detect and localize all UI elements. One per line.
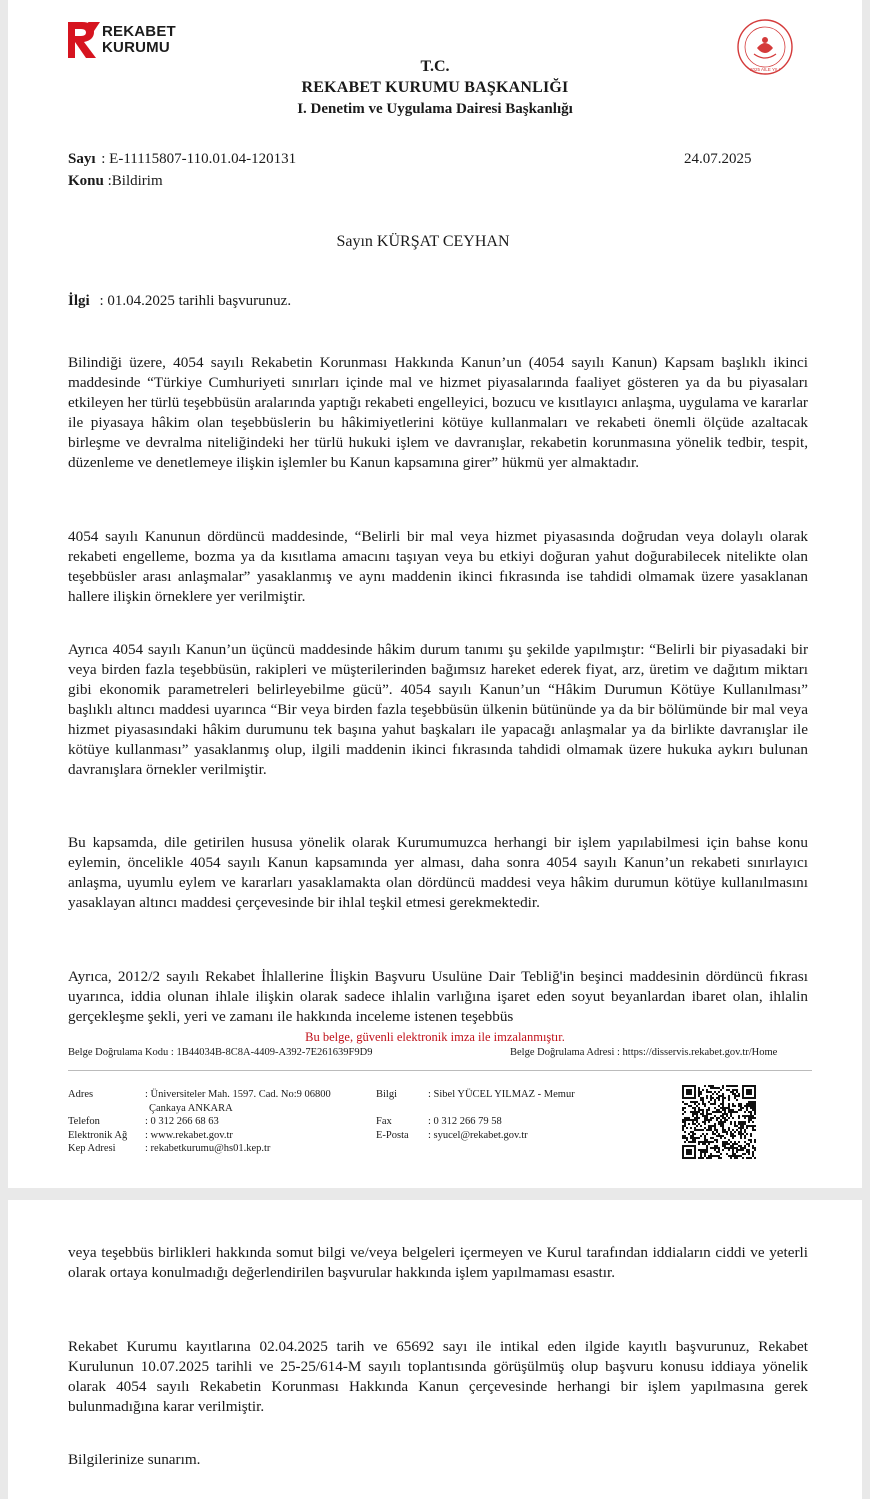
verification-address[interactable]: Belge Doğrulama Adresi : https://disservis.rekabet.gov.tr/Home [510,1047,778,1058]
seal-caption: 2025 AİLE YILI [750,67,780,72]
konu-row [68,173,163,190]
fax-value: : 0 312 266 79 58 [428,1116,502,1127]
konu-label: Konu [68,173,104,189]
adres-label: Adres [68,1089,94,1100]
paragraph-3: Ayrıca 4054 sayılı Kanun’un üçüncü maddesinde hâkim durum tanımı şu şekilde yapılmıştır: “Belirli bir piyasadaki bir veya birden fazla teşebbüsün, rakipleri ve müşterilerinden bağımsız hareket ederek fiyat, arz, üretim ve dağıtım miktarı gibi ekonomik parametreleri belirleyebilme gücü”. 4054 sayılı Kanun’un “Hâkim Durumun Kötüye Kullanılması” başlıklı altıncı maddesi uyarınca “Bir veya birden fazla teşebbüsün ülkenin bütününde ya da bir bölümünde bir mal veya hizmet piyasasındaki hâkim durumunu tek başına yahut başkaları ile yapacağı anlaşmalar ya da birlikte davranışlar ile kötüye kullanması” yasaklanmış olup, ilgili maddenin ikinci fıkrasında tahdidi olmamak üzere hukuka aykırı bulunan davranışlara örnekler verilmiştir. [68,641,808,778]
konu-value: :Bildirim [107,173,163,189]
qr-code-icon [682,1085,756,1159]
sayi-row [68,151,296,168]
kep-label: Kep Adresi [68,1143,116,1154]
ilgi-label: İlgi [68,293,90,309]
ilgi-row [68,293,291,310]
header-department: I. Denetim ve Uygulama Dairesi Başkanlığı [297,101,573,117]
footer-right-values [428,1088,575,1142]
sayi-value: : E-11115807-110.01.04-120131 [101,151,297,167]
paragraph-5: Ayrıca, 2012/2 sayılı Rekabet İhlallerine İlişkin Başvuru Usulüne Dair Tebliğ'in beşinci maddesinin dördüncü fıkrası uyarınca, iddia olunan ihlale ilişkin olarak sadece ihlalin varlığına işaret eden soyut beyanlardan ibaret olan, ihlalin gerçekleşme şekli, yeri ve zamanı ile hakkında inceleme istenen teşebbüs [68,968,808,1025]
adres-value-2: Çankaya ANKARA [149,1102,233,1114]
eag-label: Elektronik Ağ [68,1129,128,1141]
paragraph-2: 4054 sayılı Kanunun dördüncü maddesinde, “Belirli bir mal veya hizmet piyasasında doğrudan veya dolaylı olarak rekabeti engelleme, bozma ya da kısıtlama amacını taşıyan veya bu etkiyi doğuran yahut doğurabilecek nitelikte olan teşebbüsler arası anlaşmalar” yasaklanmış ve aynı maddenin ikinci fıkrasında ise tahdidi olmamak üzere yasaklanan hallere ilişkin örneklere yer verilmiştir. [68,528,808,605]
paragraph-1: Bilindiği üzere, 4054 sayılı Rekabetin Korunması Hakkında Kanun’un (4054 sayılı Kanun) Kapsam başlıklı ikinci maddesinde “Türkiye Cumhuriyeti sınırları içinde mal ve hizmet piyasalarında faaliyet gösteren ya da bu piyasaları etkileyen her türlü teşebbüsün aralarında yaptığı rekabeti engelleyici, bozucu ve kısıtlayıcı anlaşma, uygulama ve kararlar ile piyasaya hâkim olan teşebbüslerin bu hâkimiyetlerini kötüye kullanmaları ve rekabeti önemli ölçüde azaltacak birleşme ve devralma niteliğindeki her türlü hukuki işlem ve davranışlar, rekabetin korunmasına yönelik tedbir, tespit, düzenleme ve denetlemeye ilişkin işlemler bu Kanun kapsamına girer” hükmü yer almaktadır. [68,354,808,471]
bilgi-label: Bilgi [376,1089,398,1100]
paragraph-4: Bu kapsamda, dile getirilen hususa yönelik olarak Kurumumuzca herhangi bir işlem yapılabilmesi için bahse konu eylemin, öncelikle 4054 sayılı Kanun kapsamında yer alması, daha sonra 4054 sayılı Kanun’un rekabeti sınırlayıcı anlaşma, uyumlu eylem ve kararları yasaklamakta olan dördüncü maddesi veya hâkim durumun kötüye kullanılmasını yasaklayan altıncı maddesi çerçevesinde bir ihlal teşkil etmesi gerekmektedir. [68,834,808,911]
telefon-value: : 0 312 266 68 63 [145,1116,219,1127]
footer-right-labels [376,1088,409,1142]
telefon-label: Telefon [68,1116,100,1127]
eag-value[interactable]: : www.rekabet.gov.tr [145,1129,233,1141]
closing-line: Bilgilerinize sunarım. [68,1451,201,1468]
adres-value: : Üniversiteler Mah. 1597. Cad. No:9 06800 [145,1089,331,1100]
footer-left-values [145,1088,331,1156]
paragraph-6: veya teşebbüs birlikleri hakkında somut bilgi ve/veya belgeleri içermeyen ve Kurul tarafından iddiaların ciddi ve yeterli olarak ortaya konulmadığı değerlendirilen başvurular hakkında işlem yapılmaması esastır. [68,1244,808,1281]
document-page-1 [8,0,862,1188]
fax-label: Fax [376,1116,392,1127]
paragraph-7: Rekabet Kurumu kayıtlarına 02.04.2025 tarih ve 65692 sayı ile intikal eden ilgide kayıtlı başvurunuz, Rekabet Kurulunun 10.07.2025 tarihli ve 25-25/614-M sayılı toplantısında görüşülmüş olup başvuru konusu iddiaya yönelik olarak 4054 sayılı Rekabetin Korunması Hakkında Kanun çerçevesinde herhangi bir işlem yapılmasına gerek bulunmadığına karar verilmiştir. [68,1338,808,1415]
document-page-2 [8,1200,862,1499]
footer-left-labels [68,1088,127,1156]
document-date: 24.07.2025 [684,151,752,167]
header-institution: REKABET KURUMU BAŞKANLIĞI [301,79,569,96]
eposta-label: E-Posta [376,1129,409,1141]
eposta-value[interactable]: : syucel@rekabet.gov.tr [428,1129,528,1141]
logo-line-1: REKABET [102,23,176,40]
rk-logo-icon [66,20,102,60]
salutation: Sayın KÜRŞAT CEYHAN [336,233,510,250]
bilgi-value: : Sibel YÜCEL YILMAZ - Memur [428,1089,575,1100]
footer-divider [68,1070,812,1071]
sayi-label: Sayı [68,151,96,167]
header-tc: T.C. [420,58,450,75]
kep-value: : rekabetkurumu@hs01.kep.tr [145,1143,271,1154]
e-signature-note: Bu belge, güvenli elektronik imza ile imzalanmıştır. [305,1030,565,1044]
ilgi-value: : 01.04.2025 tarihli başvurunuz. [99,293,292,309]
logo-line-2: KURUMU [102,39,170,56]
verification-code: Belge Doğrulama Kodu : 1B44034B-8C8A-4409-A392-7E261639F9D9 [68,1047,373,1058]
logo-text [102,24,176,56]
